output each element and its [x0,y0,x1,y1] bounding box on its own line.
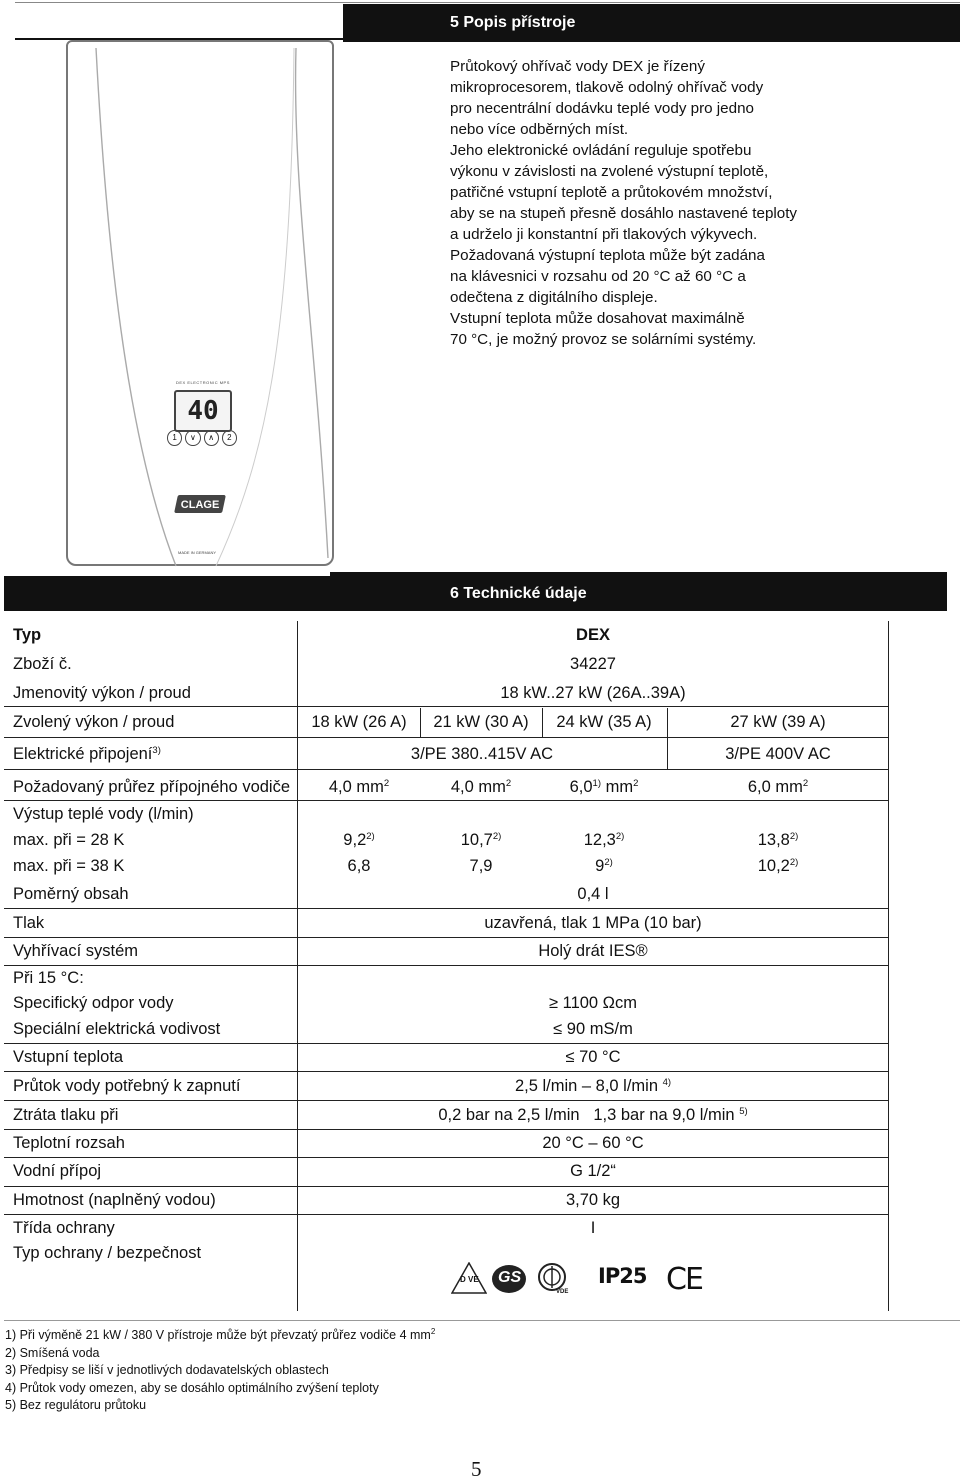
label: Hmotnost (naplněný vodou) [13,1191,216,1209]
description-line: výkonu v závislosti na zvolené výstupní teplotě, [450,163,769,180]
value: uzavřená, tlak 1 MPa (10 bar) [484,914,702,932]
brand-strip: DEX ELECTRONIC MPS [176,380,230,385]
vde-emc-mark-icon [535,1262,573,1298]
label: Požadovaný průřez přípojného vodiče [13,778,291,796]
vde-mark-icon [451,1262,487,1294]
superscript: 2 [383,778,390,789]
label [13,745,161,764]
description-line: odečtena z digitálního displeje. [450,289,658,306]
rule-elek [4,769,888,770]
value-4 [758,831,799,850]
value-text: 9,2 [343,831,367,849]
footnote-ref: 2) [789,857,799,868]
rule-zvol [4,737,888,738]
rule-vstup [4,1071,888,1072]
label: Vodní přípoj [13,1162,102,1180]
gs-mark-icon [490,1263,528,1295]
footnote-ref: 2) [604,857,613,868]
footnote-rule [4,1320,960,1321]
description-line: Vstupní teplota může dosahovat maximálně [450,310,745,327]
label: Průtok vody potřebný k zapnutí [13,1077,241,1095]
description-line: Požadovaná výstupní teplota může být zadána [450,247,765,264]
description-line: Jeho elektronické ovládání reguluje spotřebu [450,142,752,159]
value-text: 4,0 mm [328,778,384,796]
device-shading [66,38,336,568]
value-4 [748,778,808,797]
value: 0,4 l [577,885,609,903]
rule-vyhr [4,965,888,966]
col-divider-1 [420,708,421,738]
clage-logo-text: CLAGE [180,499,220,511]
footnote-ref: 4) [662,1077,672,1088]
superscript: 2 [802,778,809,789]
description-line: aby se na stupeň přesně dosáhlo nastavené teploty [450,205,798,222]
value: ≥ 1100 Ωcm [548,994,638,1012]
footnote-1 [5,1327,435,1345]
vde-circle-text: VDE [556,1289,569,1295]
label: Speciální elektrická vodivost [13,1020,221,1038]
value-2 [451,778,511,797]
label: Specifický odpor vody [13,994,174,1012]
section-6-title: 6 Technické údaje [450,584,587,602]
value-text: 6,0 [569,778,593,796]
description-line: pro necentrální dodávku teplé vody pro jedno [450,100,754,117]
value-2: 21 kW (30 A) [433,713,529,731]
label: Výstup teplé vody (l/min) [13,805,194,823]
footnote-2: 2) Smíšená voda [5,1345,100,1360]
label: Typ [13,626,42,644]
footnote-ref: 1) [592,778,602,789]
value-1 [343,831,374,850]
keypad [167,430,237,446]
value-1: 3/PE 380..415V AC [410,745,554,763]
page-number: 5 [471,1457,482,1481]
down-arrow-button[interactable]: ∨ [185,430,200,446]
label: Vyhřívací systém [13,942,138,960]
button-2[interactable]: 2 [222,430,237,446]
description-line: Průtokový ohřívač vody DEX je řízený [450,58,705,75]
rule-vodiv [4,1043,888,1044]
value: I [590,1219,596,1237]
footnote-ref: 2) [492,831,502,842]
description [450,56,950,350]
label-text: Elektrické připojení [13,745,153,763]
value-3: 24 kW (35 A) [556,713,652,731]
label: Poměrný obsah [13,885,129,903]
value-text: 13,8 [757,831,790,849]
value: ≤ 90 mS/m [553,1020,633,1038]
description-line: a udrželo ji konstantní při tlakových výkyvech. [450,226,758,243]
value-2: 7,9 [469,857,493,875]
label: Jmenovitý výkon / proud [13,684,191,702]
rule-prurez [4,800,888,801]
rule-tlak [4,937,888,938]
value-3 [595,857,613,876]
footnote-ref: 2) [615,831,625,842]
value-3 [584,831,625,850]
label: Při 15 °C: [13,969,84,987]
footnote-ref: 3) [152,745,161,756]
table-right-border [888,621,889,1311]
footnote-ref: 5) [739,1106,748,1117]
ip25-mark: IP25 [598,1264,647,1288]
value: 34227 [570,655,616,673]
rule-rozsah [4,1157,888,1158]
rule-ztrata [4,1129,888,1130]
button-1[interactable]: 1 [167,430,182,446]
label: max. při = 28 K [13,831,125,849]
rule-hmot [4,1214,888,1215]
section-5-top-rule [15,2,960,3]
value [515,1077,671,1096]
up-arrow-button[interactable]: ∧ [204,430,219,446]
value: DEX [576,626,610,644]
value: ≤ 70 °C [565,1048,621,1066]
description-line: mikroprocesorem, tlakově odolný ohřívač vody [450,79,764,96]
value: 20 °C – 60 °C [542,1134,644,1152]
superscript: 2 [505,778,512,789]
description-line: patřičné vstupní teplotě a průtokovém množství, [450,184,773,201]
rule-pomer [4,908,888,909]
value: G 1/2“ [570,1162,616,1180]
description-line: nebo více odběrných míst. [450,121,629,138]
value-text: 10,2 [757,857,790,875]
value-2 [461,831,502,850]
value-text: 10,7 [460,831,493,849]
label: Zboží č. [13,655,72,673]
gs-mark-text: GS [498,1269,522,1286]
col-divider-2 [542,708,543,738]
section-5-header [343,4,960,42]
label: Vstupní teplota [13,1048,124,1066]
rule-jmen [4,706,888,707]
rule-pripoj [4,1186,888,1187]
superscript: 2 [633,778,639,789]
value-1: 6,8 [347,857,371,875]
value-text: 9 [595,857,605,875]
value-text: 2,5 l/min – 8,0 l/min [514,1077,659,1095]
label: max. při = 38 K [13,857,125,875]
value-unit: mm [601,778,634,796]
value-text: 0,2 bar na 2,5 l/min 1,3 bar na 9,0 l/min [438,1106,735,1124]
value-2: 3/PE 400V AC [725,745,831,763]
vde-mark-text: D VE [460,1275,479,1284]
display-value: 40 [187,396,219,426]
footnote-ref: 2) [366,831,375,842]
col-divider-elek [667,738,668,770]
footnote-1-text: 1) Při výměně 21 kW / 380 V přístroje může být převzatý průřez vodiče 4 mm [5,1328,431,1342]
value [438,1106,747,1125]
value-text: 6,0 mm [747,778,803,796]
section-5-title: 5 Popis přístroje [450,14,576,31]
value-4: 27 kW (39 A) [730,713,826,731]
made-in-label: MADE IN GERMANY [178,550,217,555]
label: Typ ochrany / bezpečnost [13,1244,202,1262]
value-1: 18 kW (26 A) [311,713,407,731]
clage-logo [174,495,226,513]
ce-mark: CE [666,1262,702,1297]
footnote-ref: 2) [789,831,799,842]
description-line: 70 °C, je možný provoz se solárními systémy. [450,331,757,348]
value-3 [570,778,639,797]
section-6-header [4,576,947,611]
footnote-4: 4) Průtok vody omezen, aby se dosáhlo optimálního zvýšení teploty [5,1380,379,1395]
label: Třída ochrany [13,1219,115,1237]
value-text: 12,3 [583,831,616,849]
value: 3,70 kg [565,1191,621,1209]
footnotes [5,1327,435,1415]
footnote-3: 3) Předpisy se liší v jednotlivých dodavatelských oblastech [5,1363,329,1378]
value-4 [758,857,799,876]
value-1 [329,778,389,797]
label: Zvolený výkon / proud [13,713,175,731]
col-divider-3 [667,708,668,738]
device-illustration [66,38,336,568]
display-panel [174,390,232,432]
label: Ztráta tlaku při [13,1106,119,1124]
value: 18 kW..27 kW (26A..39A) [500,684,686,702]
label: Tlak [13,914,45,932]
value-text: 4,0 mm [450,778,506,796]
footnote-1-sup: 2 [430,1327,436,1336]
footnote-5: 5) Bez regulátoru průtoku [5,1398,147,1413]
value: Holý drát IES® [538,942,648,960]
description-line: na klávesnici v rozsahu od 20 °C až 60 °C a [450,268,746,285]
rule-prutok [4,1100,888,1101]
label: Teplotní rozsah [13,1134,125,1152]
